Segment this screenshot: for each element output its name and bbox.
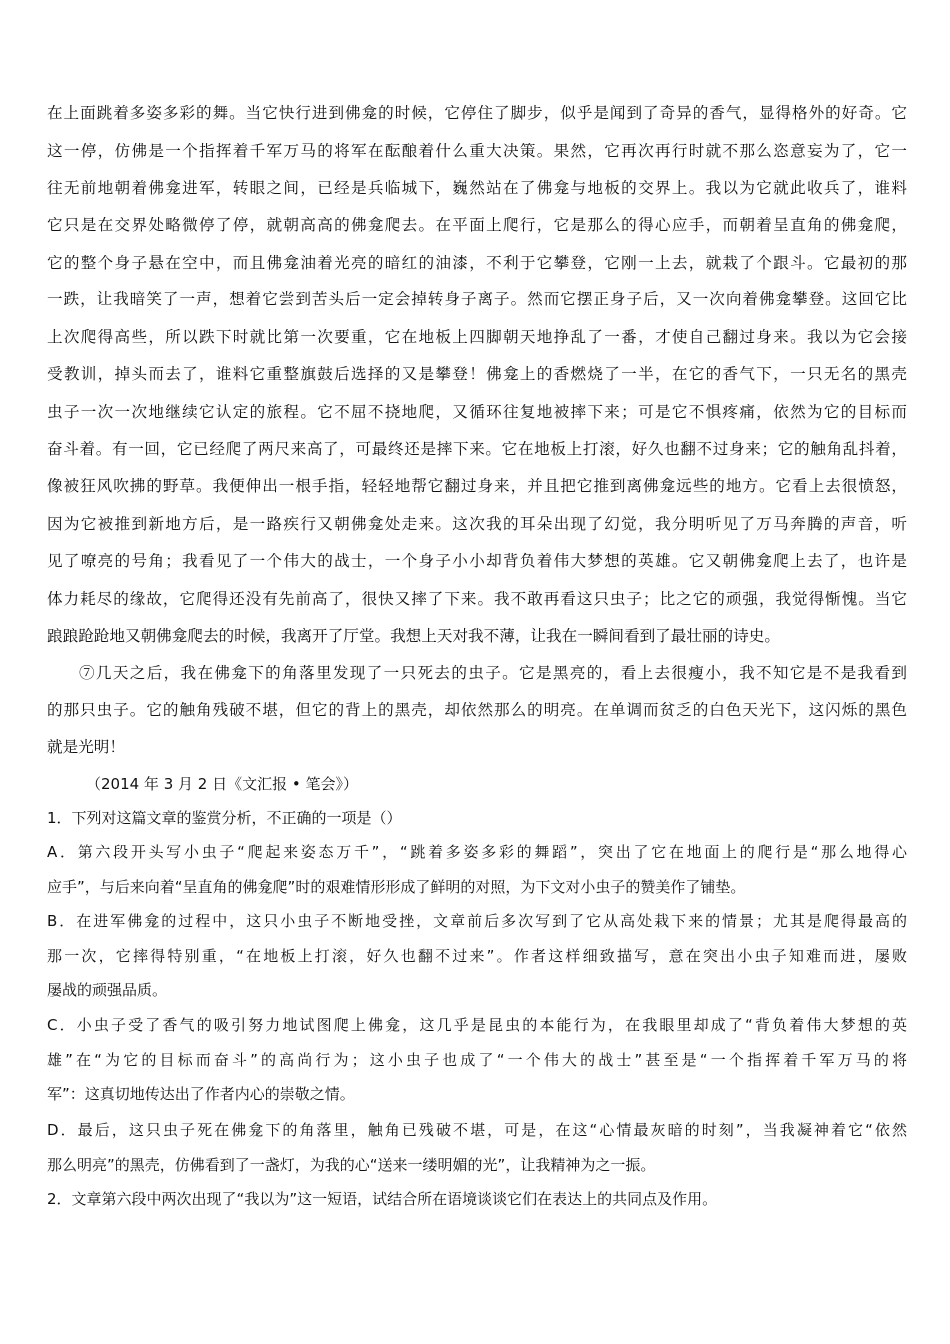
passage-line: 就是光明！ — [47, 738, 125, 756]
option-b-cont: 屡战的顽强品质。 — [47, 981, 168, 999]
option-a-cont: 应手”，与后来向着“呈直角的佛龛爬”时的艰难情形形成了鲜明的对照，为下文对小虫子的赞美作了铺垫。 — [47, 878, 746, 896]
option-a: A．第六段开头写小虫子“爬起来姿态万千”，“跳着多姿多彩的舞蹈”，突出了它在地面上的爬行是“那么地得心 — [47, 843, 907, 861]
passage-line: 一跌，让我暗笑了一声，想着它尝到苦头后一定会掉转身子离子。然而它摆正身子后，又一次向着佛龛攀登。这回它比 — [47, 290, 907, 308]
option-c-cont: 军”：这真切地传达出了作者内心的崇敬之情。 — [47, 1085, 355, 1103]
passage-line: 受教训，掉头而去了，谁料它重整旗鼓后选择的又是攀登！佛龛上的香燃烧了一半，在它的香气下，一只无名的黑壳 — [47, 365, 907, 383]
passage-line: 它的整个身子悬在空中，而且佛龛油着光亮的暗红的油漆，不利于它攀登，它刚一上去，就栽了个跟斗。它最初的那 — [47, 254, 907, 272]
passage-line: 踉踉跄跄地又朝佛龛爬去的时候，我离开了厅堂。我想上天对我不薄，让我在一瞬间看到了最壮丽的诗史。 — [47, 627, 780, 645]
question-2-stem: 2．文章第六段中两次出现了“我以为”这一短语，试结合所在语境谈谈它们在表达上的共同点及作用。 — [47, 1190, 718, 1208]
passage-line: 见了嘹亮的号角；我看见了一个伟大的战士，一个身子小小却背负着伟大梦想的英雄。它又朝佛龛爬上去了，也许是 — [47, 552, 907, 570]
passage-line: 在上面跳着多姿多彩的舞。当它快行进到佛龛的时候，它停住了脚步，似乎是闻到了奇异的香气，显得格外的好奇。它 — [47, 104, 907, 122]
passage-line: ⑦几天之后，我在佛龛下的角落里发现了一只死去的虫子。它是黑亮的，看上去很瘦小，我不知它是不是我看到 — [79, 664, 907, 682]
question-1-stem: 1．下列对这篇文章的鉴赏分析，不正确的一项是（） — [47, 809, 402, 827]
option-c-cont: 雄”在“为它的目标而奋斗”的高尚行为；这小虫子也成了“一个伟大的战士”甚至是“一个指挥着千军万马的将 — [47, 1051, 907, 1069]
option-b: B．在进军佛龛的过程中，这只小虫子不断地受挫，文章前后多次写到了它从高处栽下来的情景；尤其是爬得最高的 — [47, 912, 907, 930]
passage-line: 这一停，仿佛是一个指挥着千军万马的将军在酝酿着什么重大决策。果然，它再次再行时就不那么恣意妄为了，它一 — [47, 142, 907, 160]
option-d-cont: 那么明亮”的黑壳，仿佛看到了一盏灯，为我的心“送来一缕明媚的光”，让我精神为之一振。 — [47, 1156, 656, 1174]
passage-line: 上次爬得高些，所以跌下时就比第一次要重，它在地板上四脚朝天地挣乱了一番，才使自己翻过身来。我以为它会接 — [47, 328, 907, 346]
source-citation: （2014 年 3 月 2 日《文汇报 • 笔会》） — [86, 775, 358, 793]
option-b-cont: 那一次，它摔得特别重，“在地板上打滚，好久也翻不过来”。作者这样细致描写，意在突出小虫子知难而进，屡败 — [47, 947, 907, 965]
option-c: C．小虫子受了香气的吸引努力地试图爬上佛龛，这几乎是昆虫的本能行为，在我眼里却成了“背负着伟大梦想的英 — [47, 1016, 907, 1034]
passage-line: 像被狂风吹拂的野草。我便伸出一根手指，轻轻地帮它翻过身来，并且把它推到离佛龛远些的地方。它看上去很愤怒， — [47, 477, 907, 495]
passage-line: 的那只虫子。它的触角残破不堪，但它的背上的黑壳，却依然那么的明亮。在单调而贫乏的白色天光下，这闪烁的黑色 — [47, 701, 907, 719]
passage-line: 因为它被推到新地方后，是一路疾行又朝佛龛处走来。这次我的耳朵出现了幻觉，我分明听见了万马奔腾的声音，听 — [47, 515, 907, 533]
passage-line: 体力耗尽的缘故，它爬得还没有先前高了，很快又摔了下来。我不敢再看这只虫子；比之它的顽强，我觉得惭愧。当它 — [47, 590, 907, 608]
passage-line: 虫子一次一次地继续它认定的旅程。它不屈不挠地爬，又循环往复地被摔下来；可是它不惧疼痛，依然为它的目标而 — [47, 403, 907, 421]
passage-line: 往无前地朝着佛龛进军，转眼之间，已经是兵临城下，巍然站在了佛龛与地板的交界上。我以为它就此收兵了，谁料 — [47, 179, 907, 197]
option-d: D．最后，这只虫子死在佛龛下的角落里，触角已残破不堪，可是，在这“心情最灰暗的时刻”，当我凝神着它“依然 — [47, 1121, 907, 1139]
passage-line: 它只是在交界处略微停了停，就朝高高的佛龛爬去。在平面上爬行，它是那么的得心应手，而朝着呈直角的佛龛爬， — [47, 216, 907, 234]
passage-line: 奋斗着。有一回，它已经爬了两尺来高了，可最终还是摔下来。它在地板上打滚，好久也翻不过身来；它的触角乱抖着， — [47, 440, 907, 458]
